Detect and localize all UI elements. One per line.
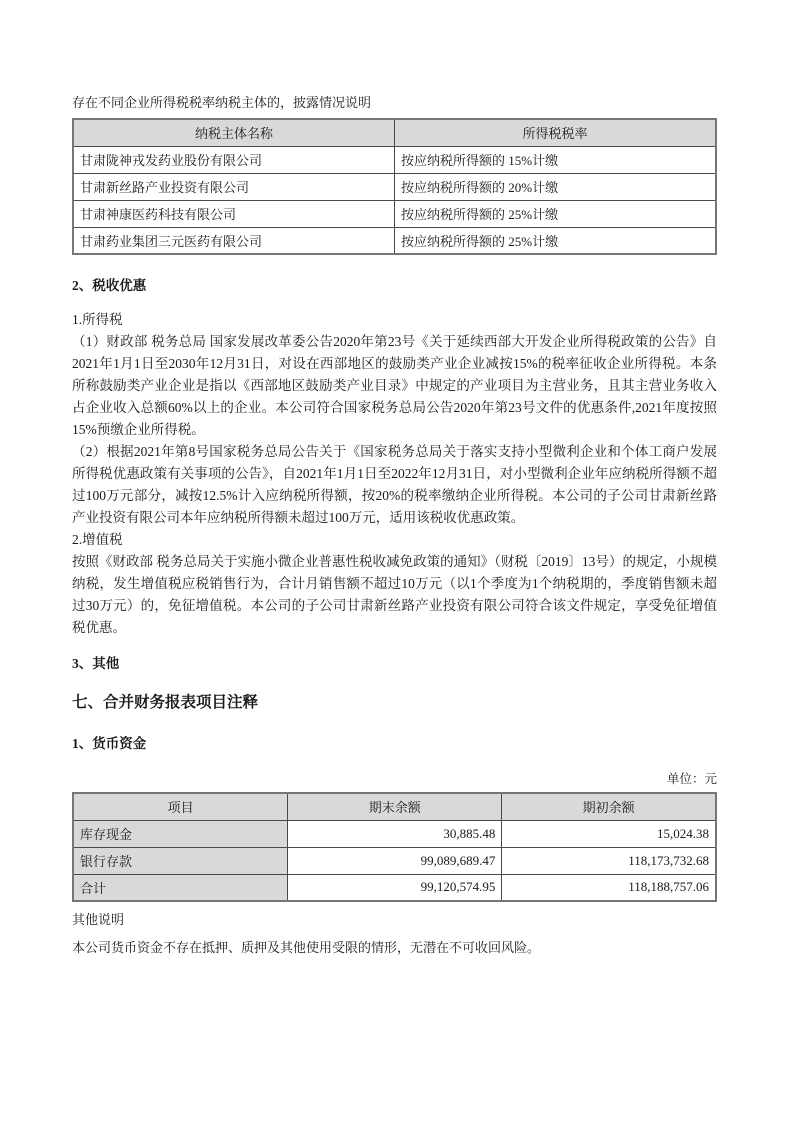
table-row [73,200,716,227]
income-tax-paragraph-2: （2）根据2021年第8号国家税务总局公告关于《国家税务总局关于落实支持小型微利企业和个体工商户发展所得税优惠政策有关事项的公告》，自2021年1月1日至2022年12月31日，对小型微利企业年应纳税所得额不超过100万元部分，减按12.5%计入应纳税所得额，按20%的税率缴纳企业所得税。本公司的子公司甘肃新丝路产业投资有限公司本年应纳税所得额未超过100万元，适用该税收优惠政策。 [72,444,717,525]
opening-balance-cell: 15,024.38 [502,820,716,847]
closing-balance-cell: 30,885.48 [288,820,502,847]
page-content [72,94,717,956]
section-heading-monetary-funds: 1、货币资金 [72,736,147,751]
table-row [73,847,716,874]
tax-table-header-rate: 所得税税率 [395,119,717,146]
tax-rate-cell: 按应纳税所得额的 20%计缴 [395,173,717,200]
closing-balance-cell: 99,089,689.47 [288,847,502,874]
intro-note: 存在不同企业所得税税率纳税主体的，披露情况说明 [72,95,372,110]
opening-balance-cell: 118,173,732.68 [502,847,716,874]
vat-paragraph: 按照《财政部 税务总局关于实施小微企业普惠性税收减免政策的通知》（财税〔2019〕13号）的规定，小规模纳税，发生增值税应税销售行为，合计月销售额不超过10万元（以1个季度为1个纳税期的，季度销售额未超过30万元）的，免征增值税。本公司的子公司甘肃新丝路产业投资有限公司符合该文件规定，享受免征增值税优惠。 [72,554,717,635]
opening-balance-cell: 118,188,757.06 [502,874,716,901]
table-row [73,874,716,901]
table-row [73,173,716,200]
section-heading-other: 3、其他 [72,656,120,671]
income-tax-subheading: 1.所得税 [72,312,123,327]
table-row [73,146,716,173]
tax-rate-cell: 按应纳税所得额的 15%计缴 [395,146,717,173]
vat-subheading: 2.增值税 [72,532,123,547]
funds-table-header-row [73,793,716,820]
chapter-heading-consolidated-notes: 七、合并财务报表项目注释 [72,694,259,711]
entity-name-cell: 甘肃新丝路产业投资有限公司 [73,173,395,200]
funds-item-cell: 银行存款 [73,847,288,874]
tax-rate-cell: 按应纳税所得额的 25%计缴 [395,200,717,227]
funds-header-closing-balance: 期末余额 [288,793,502,820]
funds-header-item: 项目 [73,793,288,820]
entity-name-cell: 甘肃药业集团三元医药有限公司 [73,227,395,254]
unit-label: 单位：元 [666,772,717,786]
section-heading-tax-incentives: 2、税收优惠 [72,278,147,293]
table-row [73,820,716,847]
income-tax-paragraph-1: （1）财政部 税务总局 国家发展改革委公告2020年第23号《关于延续西部大开发企业所得税政策的公告》自2021年1月1日至2030年12月31日，对设在西部地区的鼓励类产业企业减按15%的税率征收企业所得税。本条所称鼓励类产业企业是指以《西部地区鼓励类产业目录》中规定的产业项目为主营业务，且其主营业务收入占企业收入总额60%以上的企业。本公司符合国家税务总局公告2020年第23号文件的优惠条件,2021年度按照15%预缴企业所得税。 [72,334,717,437]
funds-item-cell: 合计 [73,874,288,901]
funds-item-cell: 库存现金 [73,820,288,847]
other-notes-text: 本公司货币资金不存在抵押、质押及其他使用受限的情形，无潜在不可收回风险。 [72,940,541,955]
other-notes-title: 其他说明 [72,912,125,927]
funds-header-opening-balance: 期初余额 [502,793,716,820]
closing-balance-cell: 99,120,574.95 [288,874,502,901]
tax-table-header-entity: 纳税主体名称 [73,119,395,146]
tax-table-header-row [73,119,716,146]
entity-name-cell: 甘肃神康医药科技有限公司 [73,200,395,227]
monetary-funds-table [72,792,717,902]
tax-rate-table [72,118,717,255]
tax-rate-cell: 按应纳税所得额的 25%计缴 [395,227,717,254]
entity-name-cell: 甘肃陇神戎发药业股份有限公司 [73,146,395,173]
table-row [73,227,716,254]
